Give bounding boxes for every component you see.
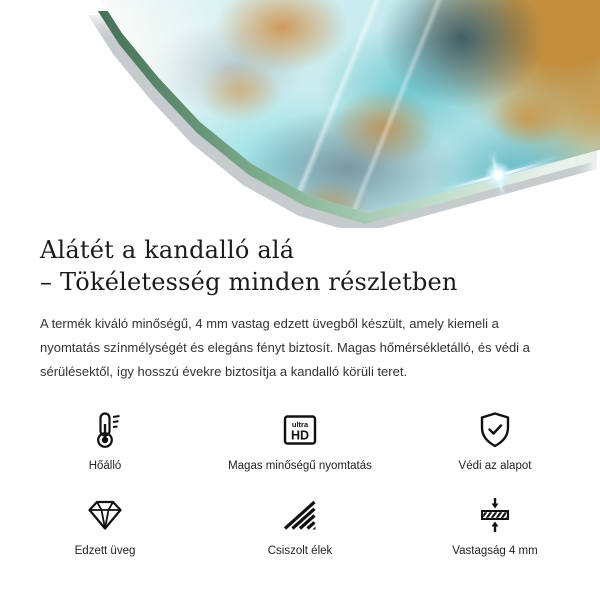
thermometer-icon xyxy=(85,408,125,450)
feature-label: Hőálló xyxy=(88,460,122,472)
title-line-2: – Tökéletesség minden részletben xyxy=(40,268,458,296)
features-grid xyxy=(40,408,560,558)
feature-label: Edzett üveg xyxy=(74,545,136,557)
thickness-icon xyxy=(475,493,515,535)
feature-label: Magas minőségű nyomtatás xyxy=(228,460,372,472)
product-image xyxy=(0,0,600,228)
product-info xyxy=(0,228,600,558)
feature-print-quality xyxy=(170,408,430,473)
feature-thickness xyxy=(430,493,560,558)
product-description: A termék kiváló minőségű, 4 mm vastag edzett üvegből készült, amely kiemeli a nyomtatás színmélységét és elegáns fényt biztosít. Magas hőmérsékletálló, és védi a sérülésektől, így hosszú évekre biztosítja a kandalló körüli teret. xyxy=(40,316,530,379)
title-line-1: Alátét a kandalló alá xyxy=(40,236,295,264)
page-title xyxy=(40,234,560,298)
diamond-icon xyxy=(85,493,125,535)
ultra-hd-icon xyxy=(280,408,320,450)
feature-label: Vastagság 4 mm xyxy=(452,545,538,557)
feature-heat-resistant xyxy=(40,408,170,473)
feature-protects-base xyxy=(430,408,560,473)
feature-tempered-glass xyxy=(40,493,170,558)
feature-label: Csiszolt élek xyxy=(267,545,333,557)
svg-text:HD: HD xyxy=(290,428,310,443)
polished-edges-icon xyxy=(280,493,320,535)
feature-polished-edges xyxy=(170,493,430,558)
feature-label: Védi az alapot xyxy=(458,460,532,472)
svg-text:ultra: ultra xyxy=(291,420,309,429)
shield-check-icon xyxy=(475,408,515,450)
